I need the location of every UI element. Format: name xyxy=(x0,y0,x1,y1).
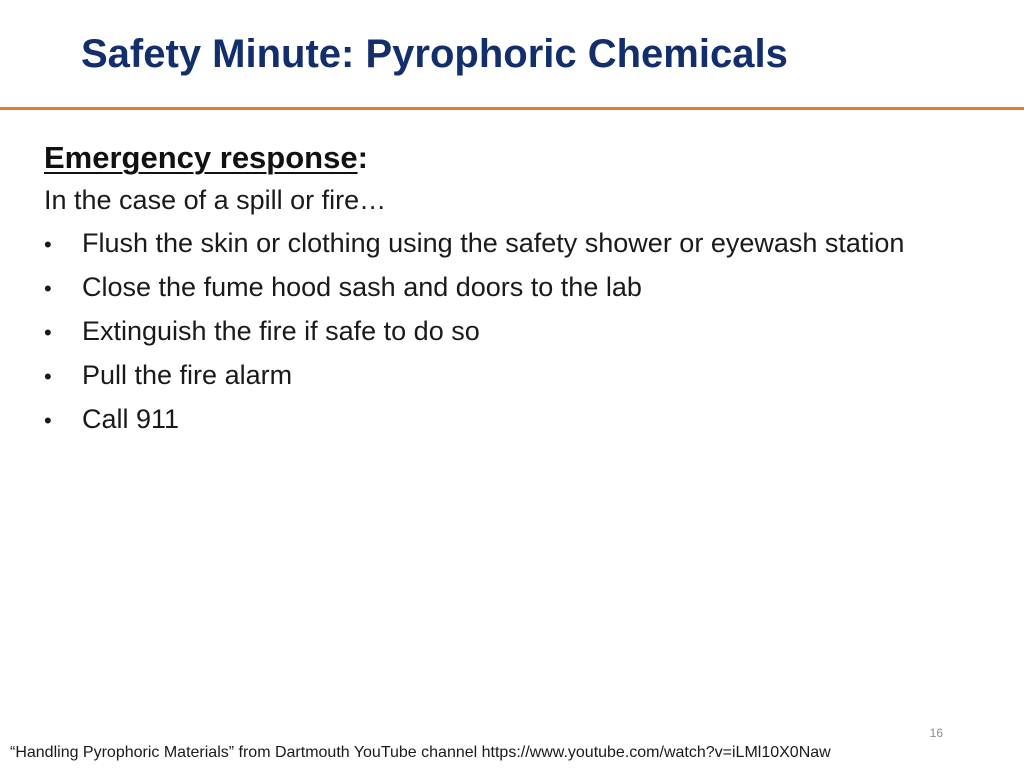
bullet-text: Call 911 xyxy=(82,404,180,434)
bullet-text: Pull the fire alarm xyxy=(82,360,293,390)
bullet-icon: • xyxy=(44,364,52,389)
bullet-list xyxy=(44,222,994,442)
bullet-item xyxy=(44,398,994,442)
bullet-item xyxy=(44,310,994,354)
section-heading xyxy=(44,138,994,178)
bullet-icon: • xyxy=(44,276,52,301)
slide-title: Safety Minute: Pyrophoric Chemicals xyxy=(81,32,788,76)
source-citation: “Handling Pyrophoric Materials” from Dartmouth YouTube channel https://www.youtube.com/watch?v=iLMl10X0Naw xyxy=(10,744,831,761)
bullet-item xyxy=(44,266,994,310)
bullet-text: Close the fume hood sash and doors to the lab xyxy=(82,272,642,302)
bullet-icon: • xyxy=(44,320,52,345)
section-heading-text: Emergency response xyxy=(44,140,358,175)
bullet-text: Extinguish the fire if safe to do so xyxy=(82,316,480,346)
page-number: 16 xyxy=(929,726,943,740)
section-heading-colon: : xyxy=(357,140,368,175)
bullet-icon: • xyxy=(44,408,52,433)
title-divider xyxy=(0,107,1024,110)
intro-text: In the case of a spill or fire… xyxy=(44,185,387,215)
bullet-item xyxy=(44,222,994,266)
bullet-icon: • xyxy=(44,232,52,257)
bullet-text: Flush the skin or clothing using the safety shower or eyewash station xyxy=(82,228,905,258)
bullet-item xyxy=(44,354,994,398)
slide-body xyxy=(44,138,994,442)
